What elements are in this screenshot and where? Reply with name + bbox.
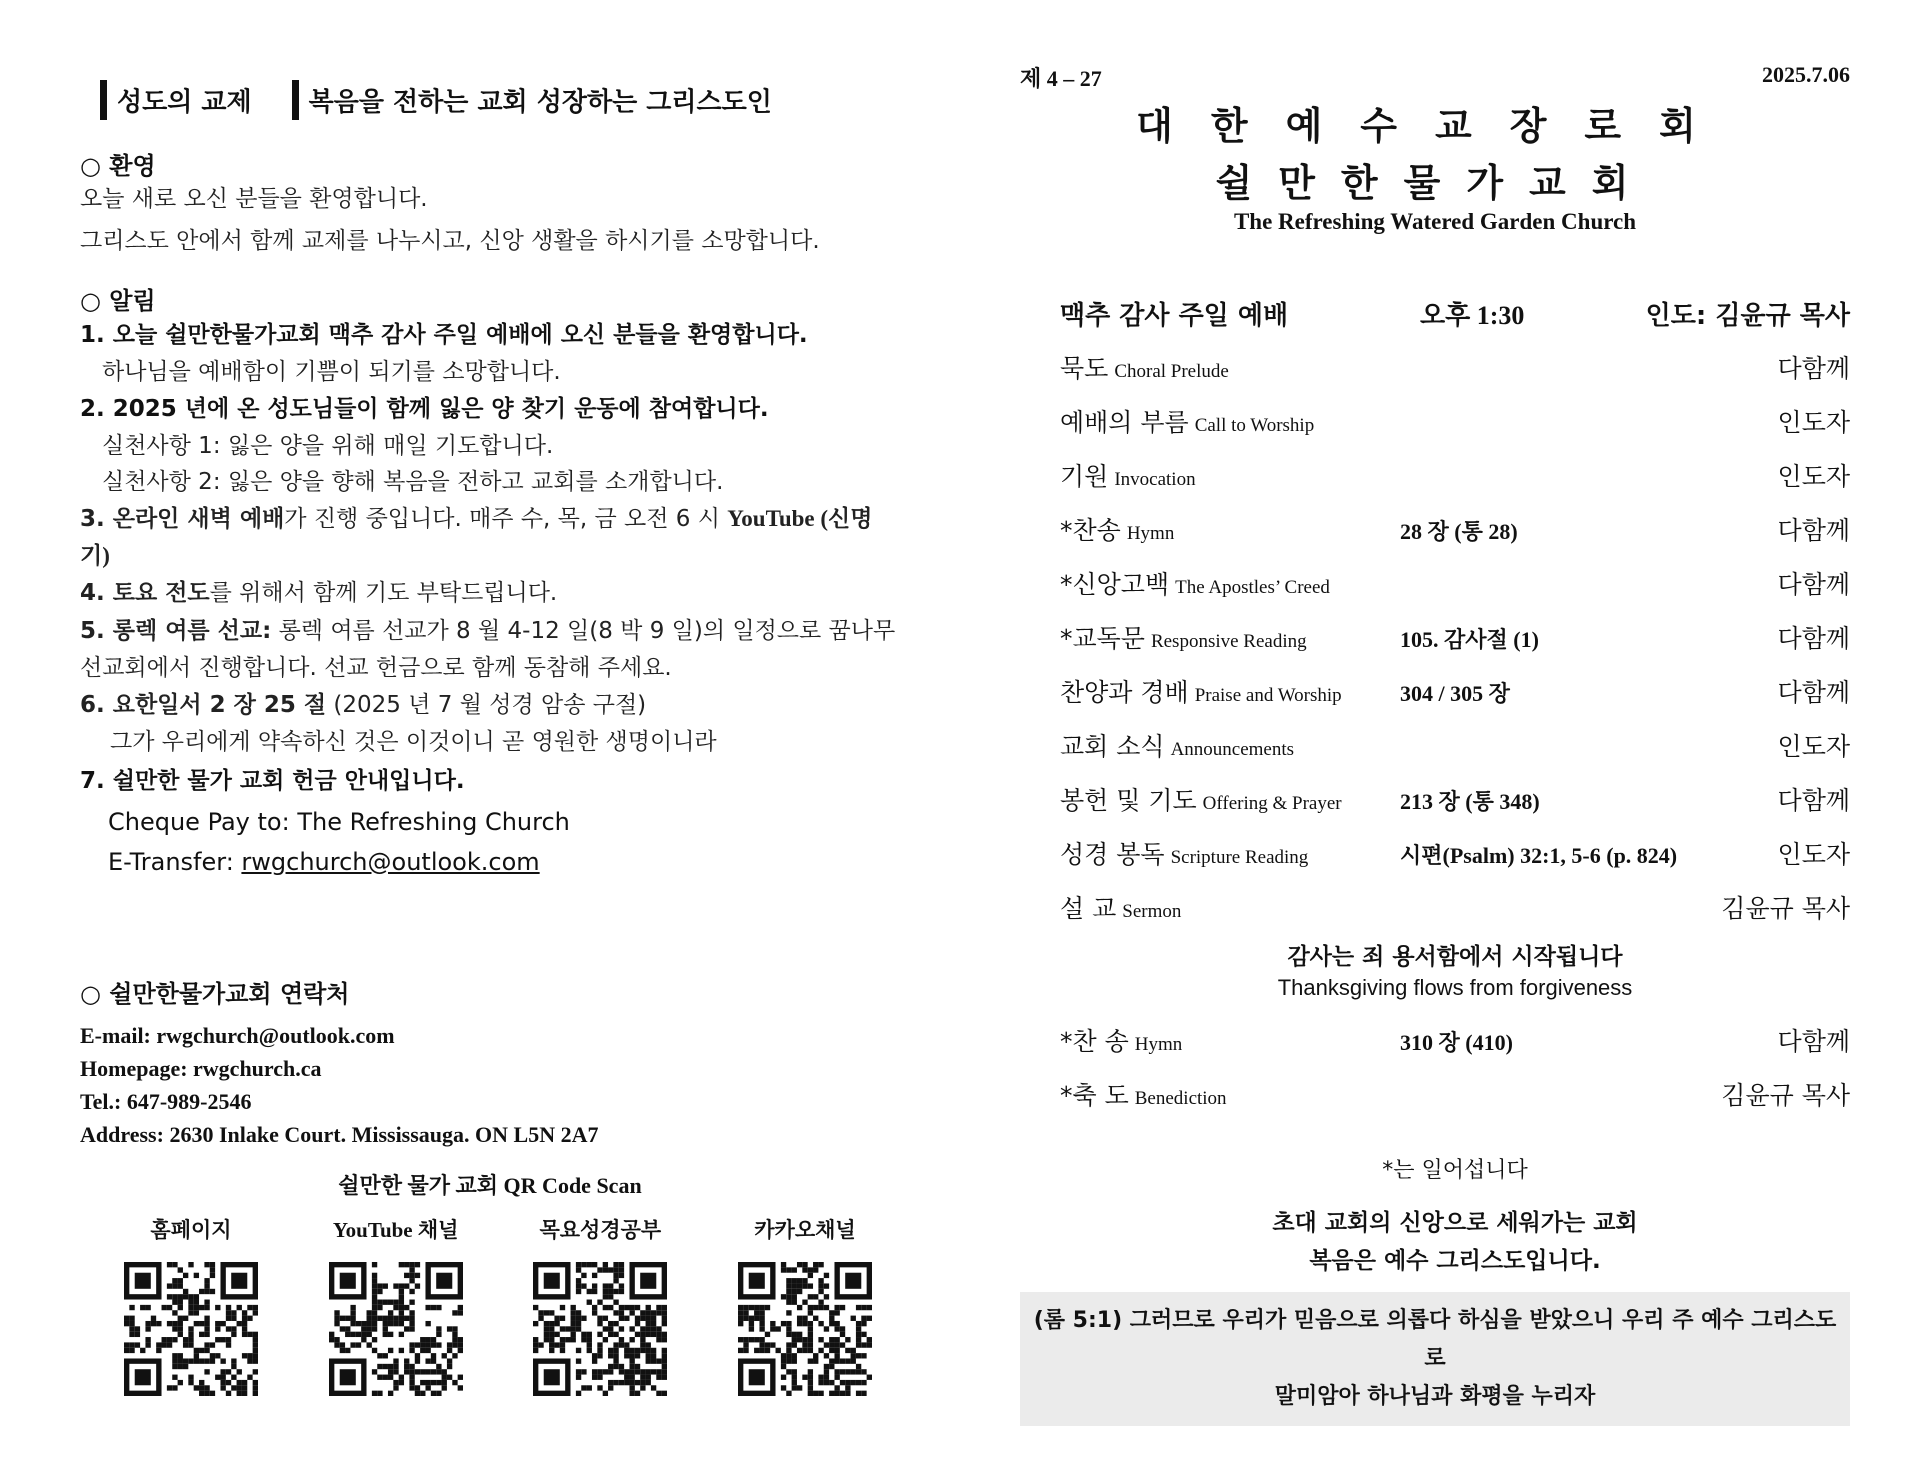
worship-item-leader: 인도자 bbox=[1777, 840, 1850, 869]
verse-line: 말미암아 하나님과 화평을 누리자 bbox=[1274, 1384, 1596, 1409]
worship-item-english: Praise and Worship bbox=[1194, 685, 1342, 706]
worship-item-detail: 28 장 (통 28) bbox=[1400, 519, 1518, 544]
notice-item-6-verse: 그가 우리에게 약속하신 것은 이것이니 곧 영원한 생명이니라 bbox=[110, 729, 717, 755]
worship-row bbox=[1060, 720, 1850, 774]
standing-note: *는 일어섭니다 bbox=[1382, 1158, 1528, 1183]
bulletin-date: 2025.7.06 bbox=[1762, 62, 1850, 87]
service-leader: 인도: 김윤규 목사 bbox=[1645, 301, 1850, 331]
worship-item-leader: 다함께 bbox=[1777, 624, 1850, 653]
notice-item-3 bbox=[80, 500, 900, 574]
left-page bbox=[80, 80, 900, 1400]
worship-item-korean: 교회 소식 bbox=[1060, 732, 1165, 761]
notice-item-4 bbox=[80, 574, 900, 612]
header-fellowship bbox=[100, 80, 252, 120]
qr-label: 목요성경공부 bbox=[539, 1218, 662, 1242]
worship-item-leader: 다함께 bbox=[1777, 1027, 1850, 1056]
worship-item-english: Hymn bbox=[1134, 1034, 1183, 1055]
worship-item-leader: 다함께 bbox=[1777, 786, 1850, 815]
notice-item-4-title: 4. 토요 전도 bbox=[80, 580, 210, 606]
worship-item-english: Benediction bbox=[1134, 1088, 1227, 1109]
right-page bbox=[1020, 62, 1850, 1426]
worship-row bbox=[1060, 1015, 1850, 1069]
sermon-theme: 감사는 죄 용서함에서 시작됩니다 bbox=[1287, 944, 1623, 970]
notice-item-6-title: 6. 요한일서 2 장 25 절 bbox=[80, 692, 327, 718]
contact-section bbox=[80, 974, 900, 1151]
notice-item-1: 1. 오늘 쉴만한물가교회 맥추 감사 주일 예배에 오신 분들을 환영합니다. bbox=[80, 322, 808, 348]
order-of-worship-closing bbox=[1020, 1015, 1850, 1123]
worship-item-korean: *교독문 bbox=[1060, 624, 1145, 653]
notice-item-6-text: (2025 년 7 월 성경 암송 구절) bbox=[326, 692, 647, 718]
worship-item-korean: 성경 봉독 bbox=[1060, 840, 1165, 869]
worship-item-english: Sermon bbox=[1122, 901, 1182, 922]
worship-item-name bbox=[1060, 720, 1400, 777]
qr-label: 홈페이지 bbox=[150, 1218, 232, 1242]
worship-item-name bbox=[1060, 612, 1400, 669]
service-name: 맥추 감사 주일 예배 bbox=[1060, 301, 1289, 331]
verse-line: (롬 5:1) 그러므로 우리가 믿음으로 의롭다 하심을 받았으니 우리 주 예수 그리스도로 bbox=[1033, 1308, 1837, 1371]
bar-icon bbox=[292, 80, 299, 120]
etransfer-line bbox=[80, 842, 900, 882]
notice-item-7: 7. 쉴만한 물가 교회 헌금 안내입니다. bbox=[80, 768, 465, 794]
worship-item-leader: 인도자 bbox=[1777, 408, 1850, 437]
qr-item-bible-study[interactable] bbox=[525, 1214, 675, 1400]
worship-item-detail: 105. 감사절 (1) bbox=[1400, 627, 1539, 652]
worship-row bbox=[1060, 666, 1850, 720]
worship-item-leader: 다함께 bbox=[1777, 516, 1850, 545]
worship-item-leader: 다함께 bbox=[1777, 678, 1850, 707]
worship-item-korean: 예배의 부름 bbox=[1060, 408, 1189, 437]
contact-email: E-mail: rwgchurch@outlook.com bbox=[80, 1023, 395, 1048]
worship-item-english: Call to Worship bbox=[1194, 415, 1315, 436]
qr-item-homepage[interactable] bbox=[116, 1214, 266, 1400]
worship-item-korean: *신앙고백 bbox=[1060, 570, 1170, 599]
qr-label: 카카오채널 bbox=[754, 1218, 856, 1242]
notice-item-3-text: 가 진행 중입니다. 매주 수, 목, 금 오전 6 시 bbox=[284, 506, 728, 532]
worship-row bbox=[1060, 882, 1850, 936]
worship-item-english: Offering & Prayer bbox=[1202, 793, 1342, 814]
denomination-title: 대한예수교장로회 bbox=[1136, 103, 1734, 148]
welcome-title: ○ 환영 bbox=[80, 152, 156, 180]
qr-code-icon[interactable] bbox=[124, 1262, 258, 1396]
motto-line: 복음은 예수 그리스도입니다. bbox=[1309, 1248, 1601, 1274]
worship-item-leader: 인도자 bbox=[1777, 732, 1850, 761]
worship-item-name bbox=[1060, 504, 1400, 561]
worship-item-korean: 설 교 bbox=[1060, 894, 1117, 923]
welcome-line: 그리스도 안에서 함께 교제를 나누시고, 신앙 생활을 하시기를 소망합니다. bbox=[80, 228, 820, 254]
worship-item-name bbox=[1060, 882, 1400, 939]
order-of-worship bbox=[1020, 342, 1850, 936]
notice-item-5 bbox=[80, 612, 900, 650]
worship-item-english: Responsive Reading bbox=[1150, 631, 1307, 652]
notice-item-4-text: 를 위해서 함께 기도 부탁드립니다. bbox=[209, 580, 558, 606]
worship-row bbox=[1060, 612, 1850, 666]
worship-item-name bbox=[1060, 666, 1400, 723]
notice-item-2: 2. 2025 년에 온 성도님들이 함께 잃은 양 찾기 운동에 참여합니다. bbox=[80, 396, 769, 422]
worship-item-detail: 304 / 305 장 bbox=[1400, 681, 1510, 706]
contact-tel: Tel.: 647-989-2546 bbox=[80, 1089, 252, 1114]
verse-box bbox=[1020, 1292, 1850, 1426]
qr-code-icon[interactable] bbox=[533, 1262, 667, 1396]
qr-item-kakao[interactable] bbox=[730, 1214, 880, 1400]
qr-code-icon[interactable] bbox=[329, 1262, 463, 1396]
worship-item-detail: 310 장 (410) bbox=[1400, 1030, 1513, 1055]
worship-row bbox=[1060, 774, 1850, 828]
notice-item-3-youtube: YouTube (신명기) bbox=[80, 506, 873, 568]
worship-item-name bbox=[1060, 1015, 1400, 1072]
worship-item-name bbox=[1060, 828, 1400, 885]
notice-item-3-title: 3. 온라인 새벽 예배 bbox=[80, 506, 285, 532]
worship-item-leader: 다함께 bbox=[1777, 354, 1850, 383]
worship-item-leader: 다함께 bbox=[1777, 570, 1850, 599]
notice-item-6 bbox=[80, 686, 900, 724]
notice-item-5-cont: 선교회에서 진행합니다. 선교 헌금으로 함께 동참해 주세요. bbox=[80, 655, 672, 681]
qr-title: 쉴만한 물가 교회 QR Code Scan bbox=[338, 1173, 642, 1198]
worship-row bbox=[1060, 558, 1850, 612]
service-time: 오후 1:30 bbox=[1420, 301, 1525, 330]
left-header bbox=[100, 80, 900, 120]
notice-item-2-sub: 실천사항 1: 잃은 양을 위해 매일 기도합니다. bbox=[102, 433, 554, 459]
sermon-theme-english: Thanksgiving flows from forgiveness bbox=[1277, 975, 1633, 1000]
bulletin-topline bbox=[1020, 62, 1850, 93]
church-title: 쉴만한물가교회 bbox=[1215, 160, 1655, 205]
worship-item-leader: 인도자 bbox=[1777, 462, 1850, 491]
worship-item-leader: 김윤규 목사 bbox=[1721, 894, 1850, 923]
contact-homepage: Homepage: rwgchurch.ca bbox=[80, 1056, 322, 1081]
worship-item-name bbox=[1060, 342, 1400, 399]
cheque-line: Cheque Pay to: The Refreshing Church bbox=[108, 808, 570, 836]
worship-item-korean: *찬송 bbox=[1060, 516, 1121, 545]
worship-item-name bbox=[1060, 396, 1400, 453]
worship-row bbox=[1060, 504, 1850, 558]
worship-item-korean: 기원 bbox=[1060, 462, 1109, 491]
service-header bbox=[1020, 295, 1850, 332]
worship-item-english: Announcements bbox=[1170, 739, 1295, 760]
worship-item-detail: 시편(Psalm) 32:1, 5-6 (p. 824) bbox=[1400, 843, 1678, 868]
qr-label: YouTube 채널 bbox=[332, 1218, 459, 1242]
worship-item-english: Scripture Reading bbox=[1170, 847, 1309, 868]
welcome-line: 오늘 새로 오신 분들을 환영합니다. bbox=[80, 186, 428, 212]
contact-address: Address: 2630 Inlake Court. Mississauga. ON L5N 2A7 bbox=[80, 1122, 599, 1147]
worship-item-korean: 찬양과 경배 bbox=[1060, 678, 1189, 707]
worship-item-korean: 봉헌 및 기도 bbox=[1060, 786, 1197, 815]
worship-item-korean: *축 도 bbox=[1060, 1081, 1129, 1110]
notice-item-1-sub: 하나님을 예배함이 기쁨이 되기를 소망합니다. bbox=[102, 359, 561, 385]
worship-item-english: The Apostles’ Creed bbox=[1175, 577, 1330, 598]
qr-row bbox=[80, 1214, 900, 1400]
worship-item-english: Invocation bbox=[1114, 469, 1196, 490]
etransfer-label: E-Transfer: bbox=[108, 848, 242, 876]
worship-item-detail: 213 장 (통 348) bbox=[1400, 789, 1540, 814]
qr-code-icon[interactable] bbox=[738, 1262, 872, 1396]
worship-item-leader: 김윤규 목사 bbox=[1721, 1081, 1850, 1110]
worship-item-english: Hymn bbox=[1126, 523, 1175, 544]
motto-line: 초대 교회의 신앙으로 세워가는 교회 bbox=[1272, 1210, 1638, 1236]
notice-item-5-text: 롱렉 여름 선교가 8 월 4-12 일(8 박 9 일)의 일정으로 꿈나무 bbox=[271, 618, 896, 644]
worship-row bbox=[1060, 450, 1850, 504]
bar-icon bbox=[100, 80, 107, 120]
notice-item-2-sub: 실천사항 2: 잃은 양을 향해 복음을 전하고 교회를 소개합니다. bbox=[102, 469, 724, 495]
qr-item-youtube[interactable] bbox=[321, 1214, 471, 1400]
header-fellowship-label: 성도의 교제 bbox=[117, 87, 252, 118]
worship-row bbox=[1060, 828, 1850, 882]
contact-title: ○ 쉴만한물가교회 연락처 bbox=[80, 980, 350, 1008]
notice-title: ○ 알림 bbox=[80, 287, 156, 315]
etransfer-email-link[interactable]: rwgchurch@outlook.com bbox=[241, 848, 540, 876]
worship-row bbox=[1060, 1069, 1850, 1123]
church-motto bbox=[1020, 1204, 1850, 1280]
worship-item-korean: 묵도 bbox=[1060, 354, 1109, 383]
church-title-english: The Refreshing Watered Garden Church bbox=[1233, 209, 1637, 234]
notice-item-5-title: 5. 롱렉 여름 선교: bbox=[80, 618, 272, 644]
worship-item-name bbox=[1060, 1069, 1400, 1126]
header-motto-label: 복음을 전하는 교회 성장하는 그리스도인 bbox=[308, 87, 772, 118]
worship-item-english: Choral Prelude bbox=[1114, 361, 1229, 382]
worship-row bbox=[1060, 396, 1850, 450]
worship-row bbox=[1060, 342, 1850, 396]
issue-number: 제 4 – 27 bbox=[1020, 66, 1102, 91]
header-motto bbox=[292, 80, 772, 120]
worship-item-name bbox=[1060, 558, 1400, 615]
worship-item-name bbox=[1060, 450, 1400, 507]
worship-item-korean: *찬 송 bbox=[1060, 1027, 1129, 1056]
worship-item-name bbox=[1060, 774, 1400, 831]
